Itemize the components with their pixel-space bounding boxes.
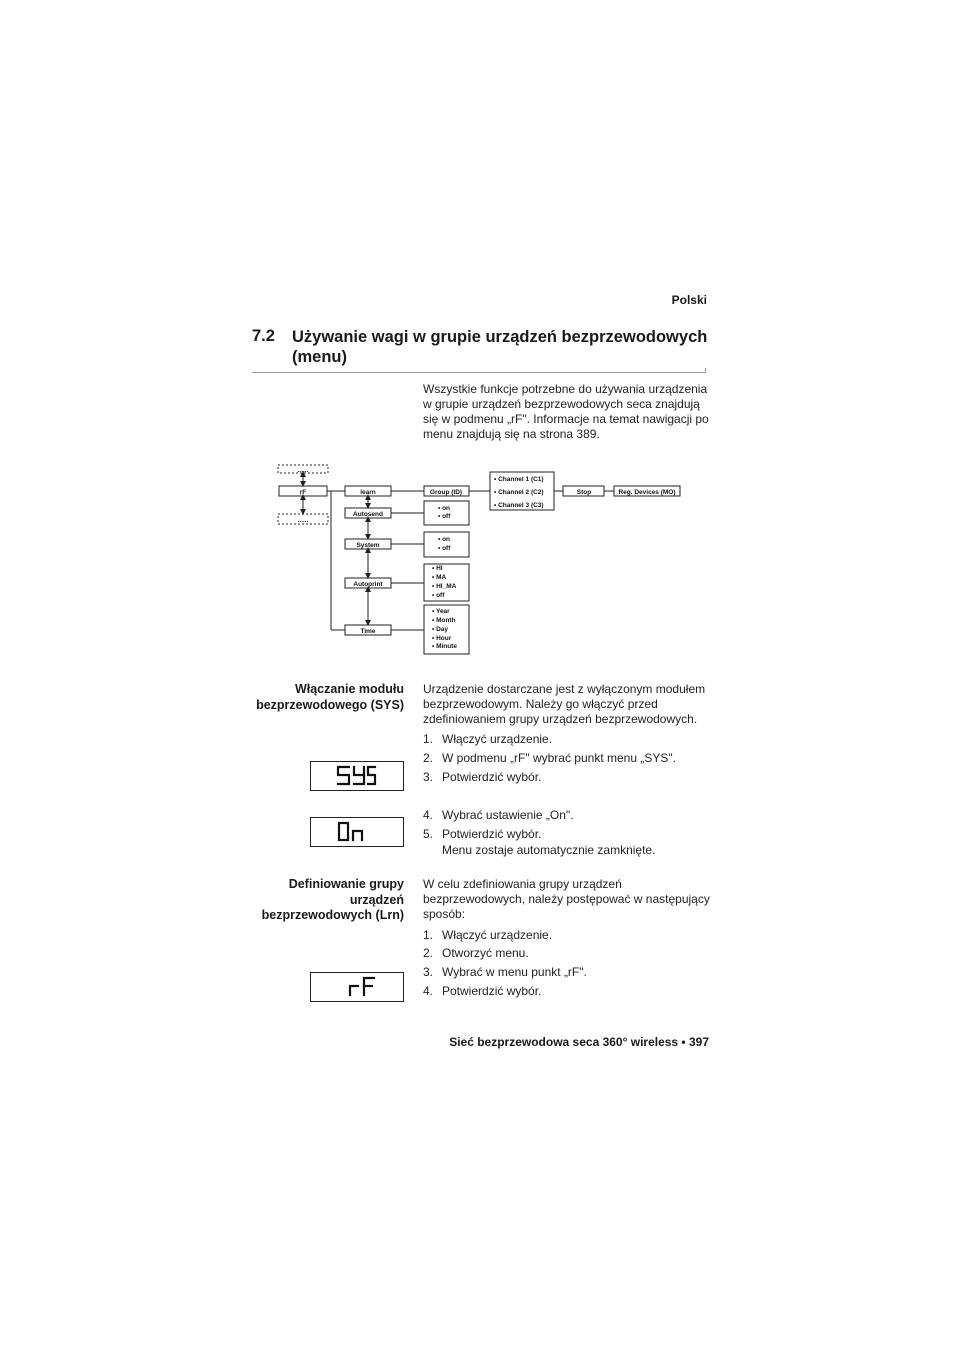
menu-label-time: Time (360, 628, 376, 635)
diagram-dots-bottom: ...... (297, 517, 309, 524)
diagram-root-label: rF (299, 489, 307, 496)
diagram-dots-top: ...... (297, 467, 309, 474)
sys-step: 3. Potwierdzić wybór. (423, 770, 542, 784)
display-rf (310, 972, 404, 1002)
channel-1-label: • Channel 1 (C1) (494, 476, 544, 483)
menu-label-learn: learn (360, 489, 376, 496)
time-option: • Month (432, 617, 456, 624)
sys-step: 2. W podmenu „rF" wybrać punkt menu „SYS". (423, 751, 676, 765)
system-option: • off (438, 545, 451, 552)
heading-rule-tick (705, 368, 706, 373)
lrn-step: 1. Włączyć urządzenie. (423, 928, 553, 942)
lrn-heading: Definiowanie grupy urządzeń bezprzewodowych (Lrn) (261, 877, 404, 922)
autosend-option: • off (438, 513, 451, 520)
sys-heading: Włączanie modułu bezprzewodowego (SYS) (256, 682, 404, 712)
time-option: • Hour (432, 635, 452, 642)
sys-step: 4. Wybrać ustawienie „On". (423, 808, 574, 822)
menu-label-system: System (356, 542, 380, 549)
intro-paragraph: Wszystkie funkcje potrzebne do używania urządzenia w grupie urządzeń bezprzewodowych seca znajdują się w podmenu „rF". Informacje na temat nawigacji po menu znajdują się na strona 389. (423, 382, 709, 441)
lrn-step: 3. Wybrać w menu punkt „rF". (423, 965, 587, 979)
group-label: Group (ID) (429, 489, 463, 496)
system-option: • on (438, 536, 451, 543)
reg-devices-label: Reg. Devices (MO) (618, 489, 676, 496)
lrn-step: 4. Potwierdzić wybór. (423, 984, 542, 998)
time-option: • Day (432, 626, 449, 633)
page-footer: Sieć bezprzewodowa seca 360° wireless • 397 (449, 1035, 709, 1049)
sys-note: Menu zostaje automatycznie zamknięte. (442, 843, 656, 857)
menu-label-autoprint: Autoprint (353, 581, 383, 588)
section-title: Używanie wagi w grupie urządzeń bezprzewodowych (menu) (292, 328, 708, 366)
channel-3-label: • Channel 3 (C3) (494, 502, 544, 509)
sys-step: 5. Potwierdzić wybór. (423, 827, 542, 841)
stop-label: Stop (576, 489, 592, 496)
display-on (310, 817, 404, 847)
channel-2-label: • Channel 2 (C2) (494, 489, 544, 496)
autoprint-option: • HI_MA (432, 583, 457, 590)
section-number: 7.2 (252, 327, 275, 345)
heading-rule (252, 372, 706, 373)
time-option: • Year (432, 608, 450, 615)
autoprint-option: • HI (432, 565, 443, 572)
time-option: • Minute (432, 643, 458, 650)
autoprint-option: • off (432, 592, 445, 599)
display-sys (310, 761, 404, 791)
sys-step: 1. Włączyć urządzenie. (423, 732, 553, 746)
autosend-option: • on (438, 505, 451, 512)
lrn-step: 2. Otworzyć menu. (423, 946, 529, 960)
language-label: Polski (671, 293, 707, 307)
autoprint-option: • MA (432, 574, 447, 581)
menu-diagram (270, 458, 690, 663)
menu-label-autosend: Autosend (353, 511, 383, 518)
lrn-paragraph: W celu zdefiniowania grupy urządzeń bezprzewodowych, należy postępować w następujący sposób: (423, 877, 710, 921)
sys-paragraph: Urządzenie dostarczane jest z wyłączonym modułem bezprzewodowym. Należy go włączyć przed zdefiniowaniem grupy urządzeń bezprzewodowych. (423, 682, 706, 726)
